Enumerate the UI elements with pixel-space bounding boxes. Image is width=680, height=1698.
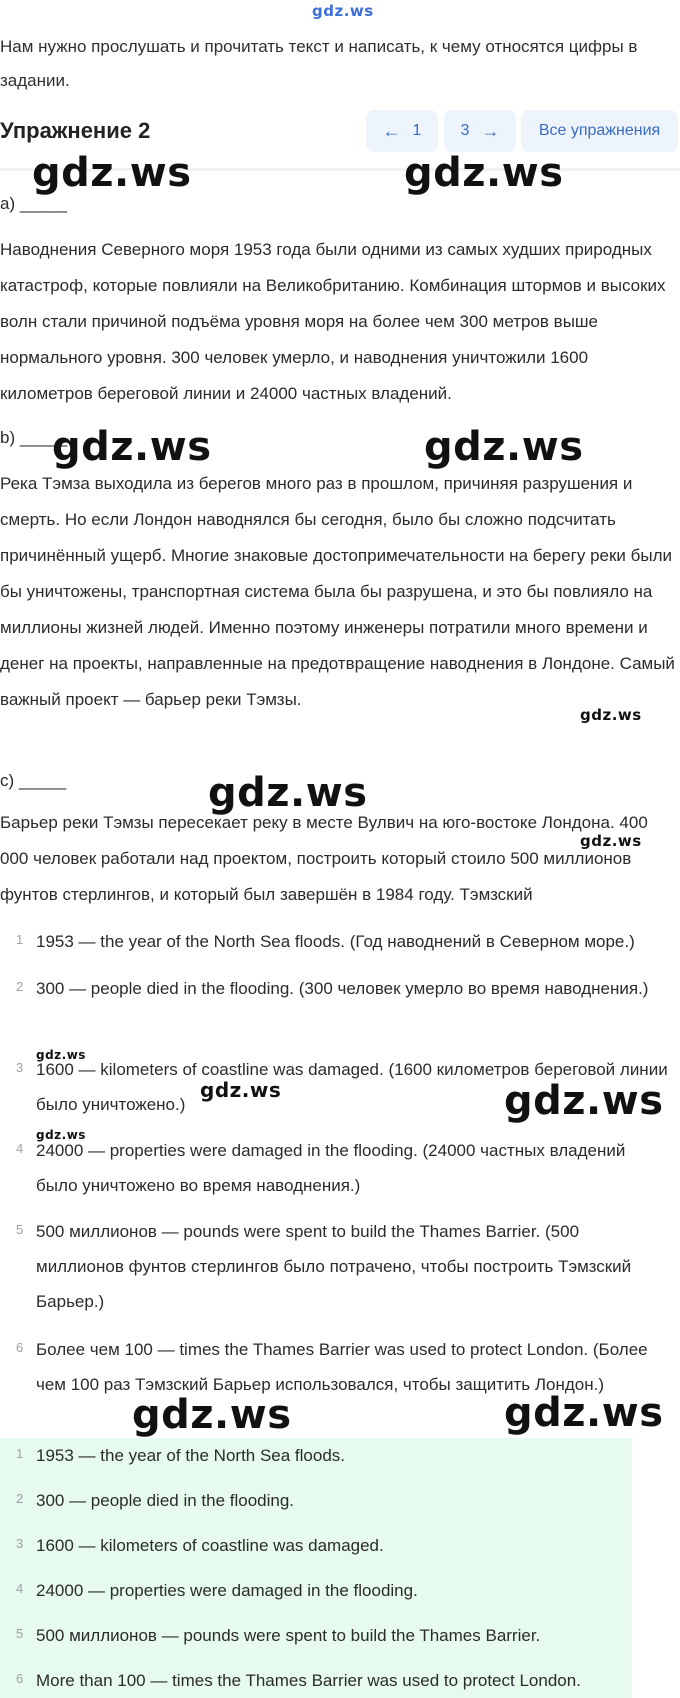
list-item-number: 3	[16, 1060, 24, 1075]
section-a-text: Наводнения Северного моря 1953 года были одними из самых худших природных катастроф, которые повлияли на Великобританию. Комбинация штормов и высоких волн стали причиной подъёма уровня моря на более чем 300 метров выше нормального уровня. 300 человек умерло, и наводнения уничтожили 1600 километров береговой линии и 24000 частных владений.	[0, 240, 666, 403]
arrow-left-icon: ←	[382, 120, 401, 141]
list-item-number: 1	[16, 932, 24, 947]
answer-item-number: 2	[16, 1491, 24, 1506]
list-item-number: 2	[16, 979, 24, 994]
watermark-top: gdz.ws	[312, 2, 374, 20]
watermark: gdz.ws	[132, 1392, 292, 1438]
watermark: gdz.ws	[580, 706, 642, 724]
all-exercises-button[interactable]	[521, 110, 678, 152]
list-item-text: 300 — people died in the flooding. (300 человек умерло во время наводнения.)	[36, 979, 649, 998]
prev-exercise-button[interactable]	[366, 110, 438, 152]
watermark: gdz.ws	[36, 1128, 86, 1142]
list-item-number: 6	[16, 1340, 24, 1355]
section-c-label: c) _____	[0, 771, 67, 790]
answer-item-number: 4	[16, 1581, 24, 1596]
section-b-text: Река Тэмза выходила из берегов много раз в прошлом, причиняя разрушения и смерть. Но если Лондон наводнялся бы сегодня, было бы сложно подсчитать причинённый ущерб. Многие знаковые достопримечательности на берегу реки были бы уничтожены, транспортная система была бы разрушена, и это бы повлияло на миллионы жизней людей. Именно поэтому инженеры потратили много времени и денег на проекты, направленные на предотвращение наводнения в Лондоне. Самый важный проект — барьер реки Тэмзы.	[0, 474, 675, 709]
answer-item-text: 300 — people died in the flooding.	[36, 1491, 295, 1510]
answer-item-number: 1	[16, 1446, 24, 1461]
list-item-number: 4	[16, 1141, 24, 1156]
watermark: gdz.ws	[32, 150, 192, 196]
answer-item-text: 500 миллионов — pounds were spent to build the Thames Barrier.	[36, 1626, 541, 1645]
answer-item-text: More than 100 — times the Thames Barrier was used to protect London.	[36, 1671, 581, 1690]
watermark: gdz.ws	[404, 150, 564, 196]
section-b-label: b) _____	[0, 428, 68, 447]
answer-box	[0, 1438, 632, 1698]
intro-text: Нам нужно прослушать и прочитать текст и написать, к чему относятся цифры в задании.	[0, 37, 638, 90]
watermark: gdz.ws	[200, 1078, 282, 1102]
answer-item-number: 5	[16, 1626, 24, 1641]
list-item-text: 1953 — the year of the North Sea floods. (Год наводнений в Северном море.)	[36, 932, 635, 951]
list-item-text: 500 миллионов — pounds were spent to build the Thames Barrier. (500 миллионов фунтов стерлингов было потрачено, чтобы построить Тэмзский Барьер.)	[36, 1222, 632, 1311]
next-exercise-button[interactable]	[444, 110, 516, 152]
list-item-text: 1600 — kilometers of coastline was damaged. (1600 километров береговой линии было уничтожено.)	[36, 1060, 668, 1114]
all-exercises-label: Все упражнения	[538, 122, 661, 139]
prev-exercise-label: 1	[412, 122, 422, 139]
watermark: gdz.ws	[424, 424, 584, 470]
answer-item-text: 24000 — properties were damaged in the flooding.	[36, 1581, 418, 1600]
list-item-text: Более чем 100 — times the Thames Barrier was used to protect London. (Более чем 100 раз Тэмзский Барьер использовался, чтобы защитить Лондон.)	[36, 1340, 648, 1394]
section-c-text: Барьер реки Тэмзы пересекает реку в месте Вулвич на юго-востоке Лондона. 400 000 человек работали над проектом, построить который стоило 500 миллионов фунтов стерлингов, и который был завершён в 1984 году. Тэмзский	[0, 813, 648, 904]
watermark: gdz.ws	[504, 1390, 664, 1436]
answer-item-text: 1600 — kilometers of coastline was damaged.	[36, 1536, 384, 1555]
section-a-label: a) _____	[0, 194, 68, 213]
next-exercise-label: 3	[460, 122, 470, 139]
answer-item-number: 3	[16, 1536, 24, 1551]
exercise-title: Упражнение 2	[0, 118, 151, 143]
answer-item-number: 6	[16, 1671, 24, 1686]
watermark: gdz.ws	[504, 1078, 664, 1124]
watermark: gdz.ws	[52, 424, 212, 470]
watermark: gdz.ws	[208, 770, 368, 816]
watermark: gdz.ws	[36, 1048, 86, 1062]
list-item-text: 24000 — properties were damaged in the flooding. (24000 частных владений было уничтожено во время наводнения.)	[36, 1141, 626, 1195]
list-item-number: 5	[16, 1222, 24, 1237]
watermark: gdz.ws	[580, 832, 642, 850]
arrow-right-icon: →	[481, 120, 500, 141]
answer-item-text: 1953 — the year of the North Sea floods.	[36, 1446, 346, 1465]
